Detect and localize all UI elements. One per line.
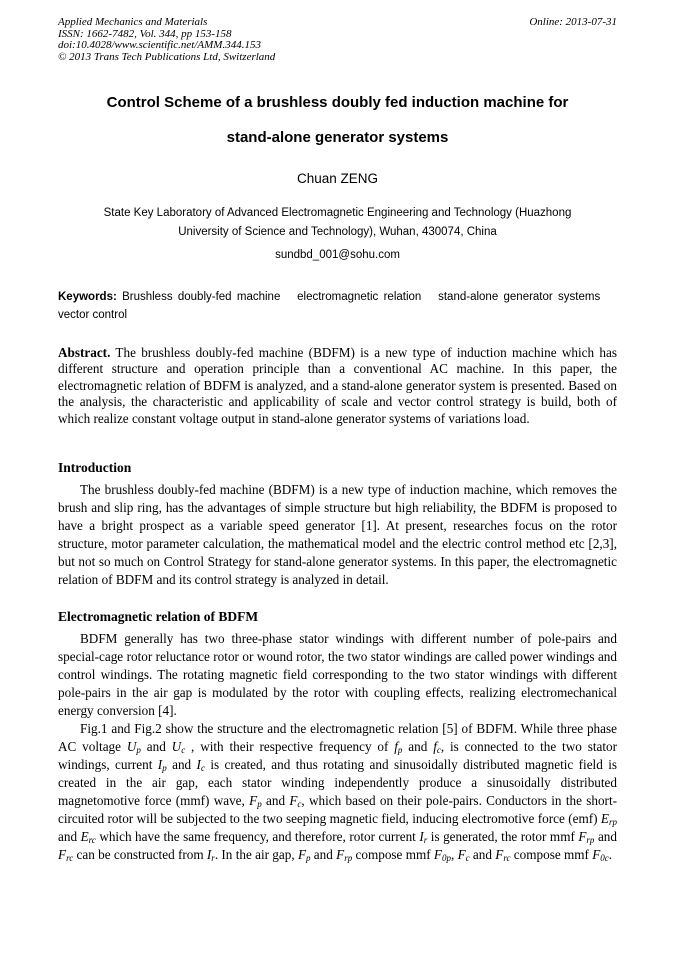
keywords-text: Brushless doubly-fed machine electromagnetic relation stand-alone generator systems vector control xyxy=(58,291,617,321)
copyright-line: © 2013 Trans Tech Publications Ltd, Switzerland xyxy=(58,50,276,63)
paper-title-line-2: stand-alone generator systems xyxy=(226,129,449,146)
abstract-label: Abstract. xyxy=(58,345,111,360)
online-date: Online: 2013-07-31 xyxy=(529,16,617,28)
abstract-text: The brushless doubly-fed machine (BDFM) is a new type of induction machine which has different structure and operation principle than a conventional AC machine. In this paper, the electromagnetic relation of BDFM is analyzed, and a stand-alone generator system is presented. Based on the analysis, the characteristic and applicability of scale and vector control strategy is build, both of which realize constant voltage output in stand-alone generator systems of variations load. xyxy=(58,345,617,426)
affiliation xyxy=(58,204,617,242)
introduction-paragraph-1: The brushless doubly-fed machine (BDFM) is a new type of induction machine, which removes the brush and slip ring, has the advantages of simple structure but high reliability, the BDFM is proposed to have a bright prospect as a variable speed generator [1]. At present, researches focus on the rotor structure, motor parameter calculation, the mathematical model and the electric control method etc [2,3], but not so much on Control Strategy for stand-alone generator systems. In this paper, the electromagnetic relation of BDFM and its control strategy is analyzed in detail. xyxy=(58,482,617,588)
issn-volume-line: ISSN: 1662-7482, Vol. 344, pp 153-158 xyxy=(58,27,232,40)
electromagnetic-paragraph-1: BDFM generally has two three-phase stator windings with different number of pole-pairs and special-cage rotor reluctance rotor or wound rotor, the two stator windings are called power windings and control windings. The rotating magnetic field corresponding to the two stator windings with different pole-pairs in the air gap is modulated by the rotor with coupling effects, realizing electromechanical energy conversion [4]. xyxy=(58,631,617,719)
affiliation-line-1: State Key Laboratory of Advanced Electromagnetic Engineering and Technology (Huazhong xyxy=(103,207,572,219)
abstract-block xyxy=(58,345,617,427)
keywords-label: Keywords: xyxy=(58,291,117,303)
author-name: Chuan ZENG xyxy=(296,171,379,186)
section-heading-electromagnetic-relation: Electromagnetic relation of BDFM xyxy=(58,609,259,625)
doi-line: doi:10.4028/www.scientific.net/AMM.344.153 xyxy=(58,39,261,51)
section-heading-introduction: Introduction xyxy=(58,460,132,476)
keywords-block xyxy=(58,288,617,324)
journal-title: Applied Mechanics and Materials xyxy=(58,16,208,28)
journal-header xyxy=(58,17,617,63)
paper-title-line-1: Control Scheme of a brushless doubly fed induction machine for xyxy=(106,94,569,111)
journal-header-left xyxy=(58,17,275,63)
author-email: sundbd_001@sohu.com xyxy=(275,249,400,261)
electromagnetic-paragraph-2: Fig.1 and Fig.2 show the structure and the electromagnetic relation [5] of BDFM. While three phase AC voltage $U_p$ and $U_c$ , with their respective frequency of $f_p$ and $f_c$, is connected to the two stator windings, current $I_p$ and $I_c$ is created, and thus rotating and sinusoidally distributed magnetic field is created in the air gap, each stator winding independently produce a sinusoidally distributed magnetomotive force (mmf) wave, $F_p$ and $F_c$, which based on their pole-pairs. Conductors in the short-circuited rotor will be subjected to the two seeping magnetic field, inducing electromotive force (emf) $E_{rp}$ and $E_{rc}$ which have the same frequency, and therefore, rotor current $I_r$ is generated, the rotor mmf $F_{rp}$ and $F_{rc}$ can be constructed from $I_r$. In the air gap, $F_p$ and $F_{rp}$ compose mmf $F_{0p}$, $F_c$ and $F_{rc}$ compose mmf $F_{0c}$. xyxy=(58,721,618,864)
affiliation-line-2: University of Science and Technology), Wuhan, 430074, China xyxy=(178,226,497,238)
